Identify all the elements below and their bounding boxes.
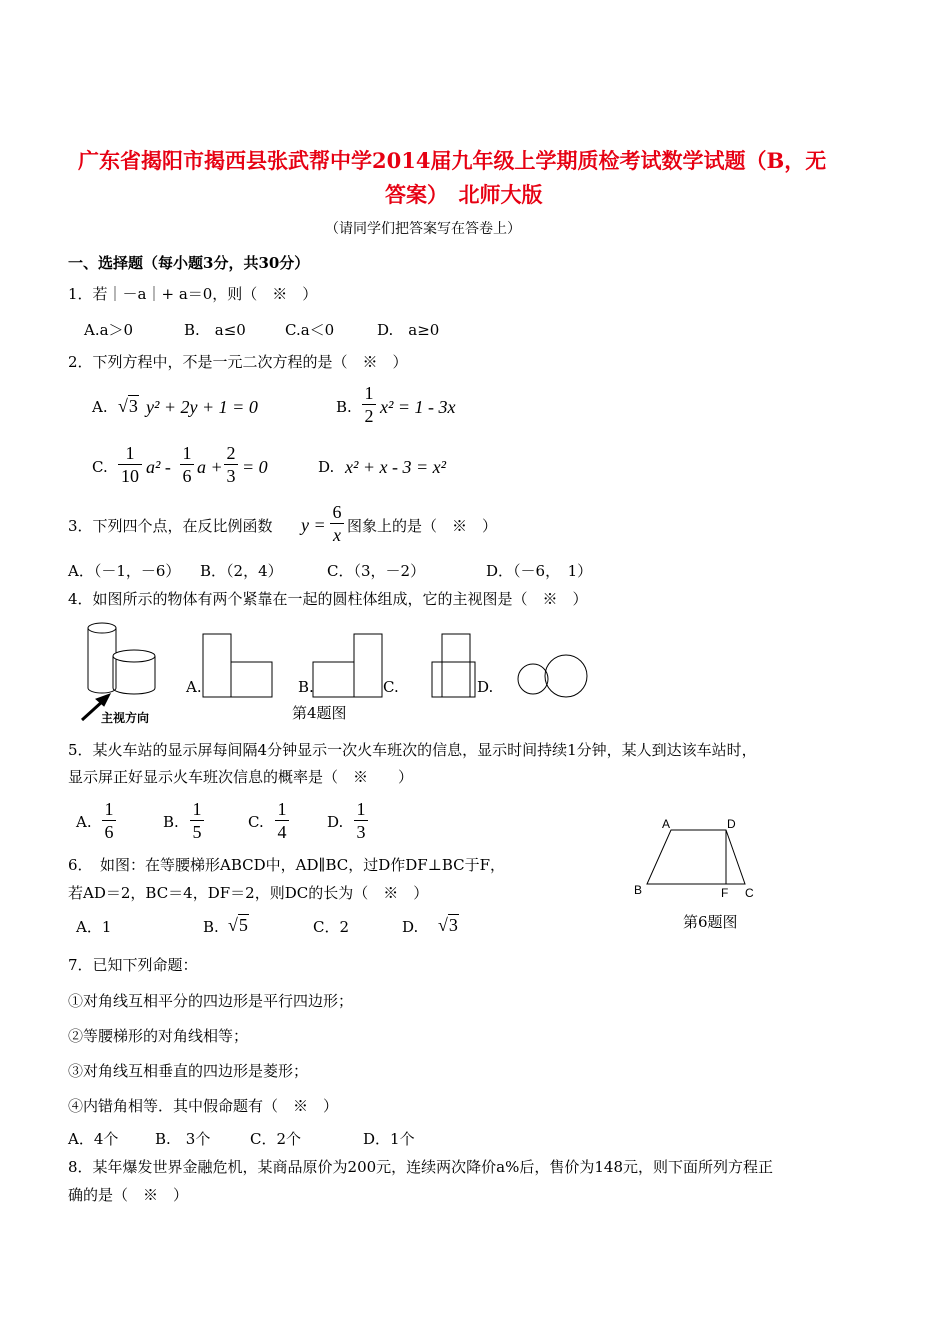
q6-point-a: A: [662, 817, 671, 831]
q4-label-c: C.: [383, 678, 399, 696]
q3-func-den: x: [333, 525, 341, 545]
q6-point-b: B: [634, 883, 643, 897]
q7-option-c: C．2个: [250, 1130, 302, 1148]
q6-option-a: A．1: [76, 918, 112, 936]
q2-c-frac2-num: 1: [182, 443, 192, 463]
q2-label-d: D.: [318, 458, 335, 476]
q4-option-d-shape: [518, 655, 587, 697]
q5-label-d: D.: [327, 813, 344, 831]
q6-trapezoid: [647, 830, 745, 884]
q6-stem-line2: 若AD＝2，BC＝4，DF＝2，则DC的长为（ ※ ）: [68, 884, 429, 902]
q3-option-c: C．（3，－2）: [327, 562, 426, 580]
q5-frac-d-den: 3: [356, 822, 366, 842]
q3-func-num: 6: [332, 502, 342, 522]
q7-proposition-1: ①对角线互相平分的四边形是平行四边形；: [68, 992, 354, 1010]
q5-frac-b-num: 1: [192, 799, 202, 819]
q5-stem-line1: 5．某火车站的显示屏每间隔4分钟显示一次火车班次的信息，显示时间持续1分钟，某人到达该车站时，: [68, 741, 757, 759]
q4-option-a-shape: [203, 634, 272, 697]
q1-option-b: B. a≤0: [184, 321, 246, 339]
q6-option-c: C．2: [313, 918, 350, 936]
q2-c-frac1-num: 1: [125, 443, 135, 463]
q2-c-term1: a² -: [146, 457, 171, 477]
q5-stem-line2: 显示屏正好显示火车班次信息的概率是（ ※ ）: [68, 768, 414, 786]
q3-option-d: D．（－6， 1）: [486, 562, 593, 580]
q5-frac-a-num: 1: [104, 799, 114, 819]
q7-stem: 7．已知下列命题：: [68, 956, 198, 974]
doc-title-line1: 广东省揭阳市揭西县张武帮中学2014届九年级上学期质检考试数学试题（B，无: [78, 148, 827, 173]
q2-b-den: 2: [364, 406, 374, 426]
q6-label-b: B.: [203, 918, 219, 936]
q5-frac-c-num: 1: [277, 799, 287, 819]
q5-frac-b-den: 5: [192, 822, 202, 842]
q4-cylinder-solid: [88, 623, 155, 694]
q5-frac-c: [275, 800, 289, 841]
q2-label-b: B.: [336, 398, 352, 416]
q5-label-c: C.: [248, 813, 264, 831]
q4-label-d: D.: [477, 678, 494, 696]
q1-stem: 1．若｜－a｜+ a＝0，则（ ※ ）: [68, 285, 318, 303]
q2-c-frac2-den: 6: [182, 466, 192, 486]
q6-option-b-sqrt: √5: [228, 915, 248, 935]
q2-b-expr: x² = 1 - 3x: [380, 397, 456, 417]
q4-label-a: A.: [186, 678, 202, 696]
q5-label-a: A.: [76, 813, 92, 831]
q1-option-a: A.a＞0: [84, 321, 134, 339]
q4-option-b-shape: [313, 634, 382, 697]
q8-stem-line1: 8．某年爆发世界金融危机，某商品原价为200元，连续两次降价a%后，售价为148元，则下面所列方程正: [68, 1158, 774, 1176]
q2-c-term3: = 0: [242, 457, 268, 477]
q3-option-b: B．（2，4）: [200, 562, 283, 580]
q7-proposition-3: ③对角线互相垂直的四边形是菱形；: [68, 1062, 309, 1080]
q7-option-a: A．4个: [68, 1130, 119, 1148]
q5-frac-d: [354, 800, 368, 841]
q2-d-expr: x² + x - 3 = x²: [345, 457, 447, 477]
q4-view-direction-label: 主视方向: [101, 711, 150, 725]
q7-option-b: B. 3个: [155, 1130, 211, 1148]
q2-c-frac3-den: 3: [226, 466, 236, 486]
q2-a-sqrt: √3: [118, 396, 138, 416]
q3-stem-post: 图象上的是（ ※ ）: [347, 517, 498, 535]
q6-label-d: D.: [402, 918, 419, 936]
q6-point-f: F: [721, 886, 729, 900]
q3-stem-pre: 3．下列四个点，在反比例函数: [68, 517, 273, 535]
q8-stem-line2: 确的是（ ※ ）: [68, 1186, 189, 1204]
q2-label-a: A.: [92, 398, 108, 416]
q5-frac-d-num: 1: [356, 799, 366, 819]
q6-option-b-radicand: 5: [238, 915, 248, 935]
q5-frac-b: [190, 800, 204, 841]
q2-a-radicand: 3: [128, 396, 138, 416]
q3-func-y: y =: [301, 515, 326, 535]
q2-a-expr: y² + 2y + 1 = 0: [146, 397, 258, 417]
q6-option-d-sqrt: √3: [438, 915, 458, 935]
q6-stem-line1: 6． 如图：在等腰梯形ABCD中，AD∥BC，过D作DF⊥BC于F，: [68, 856, 506, 874]
q5-frac-a-den: 6: [104, 822, 114, 842]
q4-caption: 第4题图: [292, 704, 347, 722]
q6-point-d: D: [727, 817, 736, 831]
q2-b-num: 1: [364, 383, 374, 403]
q6-caption: 第6题图: [683, 913, 738, 931]
doc-title-line2: 答案） 北师大版: [385, 182, 543, 207]
q2-c-frac1-den: 10: [121, 466, 139, 486]
q4-stem: 4．如图所示的物体有两个紧靠在一起的圆柱体组成，它的主视图是（ ※ ）: [68, 590, 588, 608]
q1-option-d: D. a≥0: [377, 321, 440, 339]
q5-frac-a: [102, 800, 116, 841]
q2-label-c: C.: [92, 458, 108, 476]
q7-proposition-4: ④内错角相等．其中假命题有（ ※ ）: [68, 1097, 339, 1115]
q7-proposition-2: ②等腰梯形的对角线相等；: [68, 1027, 249, 1045]
q6-option-d-radicand: 3: [448, 915, 458, 935]
q6-point-c: C: [745, 886, 754, 900]
q3-option-a: A．（－1，－6）: [68, 562, 181, 580]
q2-c-frac3-num: 2: [226, 443, 236, 463]
section-heading: 一、选择题（每小题3分，共30分）: [68, 254, 310, 272]
q5-label-b: B.: [163, 813, 179, 831]
doc-note: （请同学们把答案写在答卷上）: [325, 221, 521, 237]
q4-label-b: B.: [298, 678, 314, 696]
q4-option-c-shape: [432, 634, 475, 697]
q1-option-c: C.a＜0: [285, 321, 335, 339]
q2-c-term2: a +: [197, 457, 223, 477]
q7-option-d: D．1个: [363, 1130, 415, 1148]
q2-stem: 2．下列方程中，不是一元二次方程的是（ ※ ）: [68, 353, 408, 371]
q5-frac-c-den: 4: [277, 822, 287, 842]
